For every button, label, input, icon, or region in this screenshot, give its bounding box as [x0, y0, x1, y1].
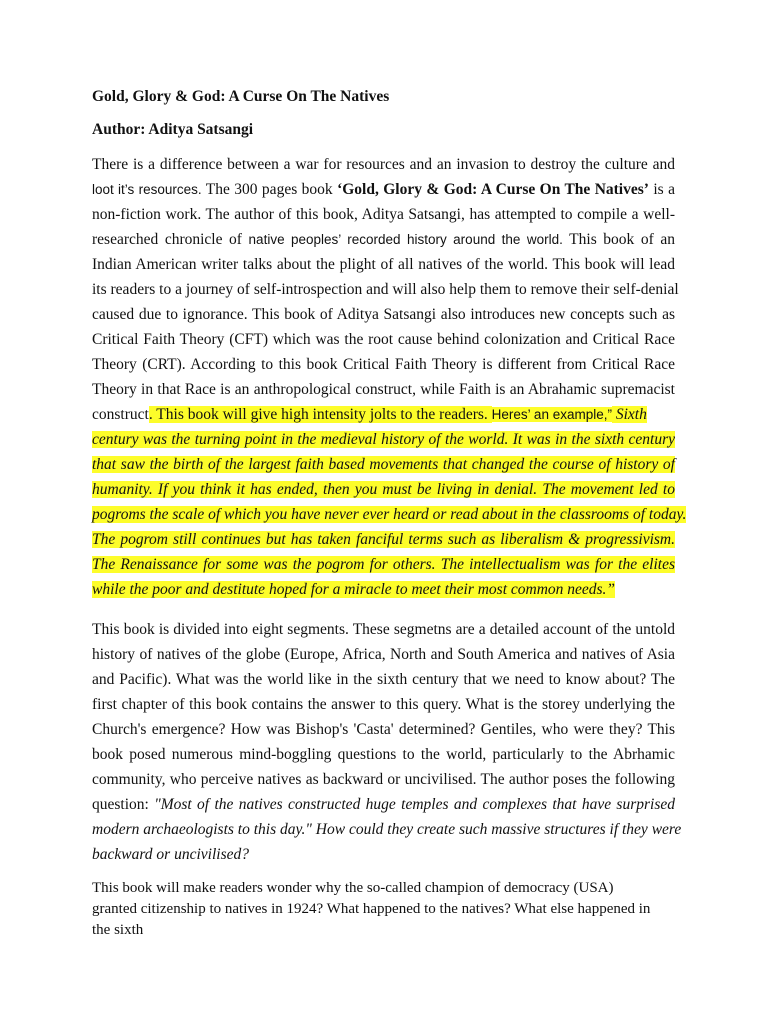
- text-line: community, who perceive natives as backward or uncivilised. The author poses the following: [92, 771, 675, 788]
- highlighted-text: Heres’ an example,”: [491, 407, 612, 422]
- text-line: caused due to ignorance. This book of Aditya Satsangi also introduces new concepts such as: [92, 306, 675, 323]
- text-line: and Pacific). What was the world like in the sixth century that we need to know about? The: [92, 671, 675, 688]
- text-line: first chapter of this book contains the answer to this query. What is the storey underlying the: [92, 696, 675, 713]
- highlighted-quote-line: century was the turning point in the medieval history of the world. It was in the sixth century: [92, 431, 675, 448]
- text-line: This book is divided into eight segments. These segmetns are a detailed account of the untold: [92, 621, 675, 638]
- text-line: Indian American writer talks about the plight of all natives of the world. This book will lead: [92, 256, 675, 273]
- text-line: backward or uncivilised?: [92, 846, 249, 863]
- text-line: non-fiction work. The author of this book, Aditya Satsangi, has attempted to compile a well-: [92, 206, 675, 223]
- text-line: construct. This book will give high intensity jolts to the readers. Heres’ an example,” Sixth: [92, 406, 647, 423]
- highlighted-quote-line: The Renaissance for some was the pogrom for others. The intellectualism was for the elites: [92, 556, 675, 573]
- text-line: question: "Most of the natives constructed huge temples and complexes that have surprised: [92, 796, 675, 813]
- text-line: loot it’s resources. The 300 pages book ‘Gold, Glory & God: A Curse On The Natives’ is a: [92, 181, 675, 198]
- highlighted-quote-line: humanity. If you think it has ended, then you must be living in denial. The movement led to: [92, 481, 675, 498]
- text-line: This book will make readers wonder why the so-called champion of democracy (USA): [92, 880, 614, 896]
- text-line: Critical Faith Theory (CFT) which was the root cause behind colonization and Critical Race: [92, 331, 675, 348]
- text-line: modern archaeologists to this day." How could they create such massive structures if they were: [92, 821, 682, 838]
- highlighted-quote: Sixth: [611, 406, 647, 423]
- text-line: researched chronicle of native peoples’ recorded history around the world. This book of an: [92, 231, 675, 248]
- text-line: granted citizenship to natives in 1924? What happened to the natives? What else happened in: [92, 901, 651, 917]
- text-line: Theory (CRT). According to this book Critical Faith Theory is different from Critical Race: [92, 356, 675, 373]
- document-title: Gold, Glory & God: A Curse On The Natives: [92, 88, 390, 105]
- highlighted-text: . This book will give high intensity jolts to the readers.: [148, 406, 492, 423]
- book-title-inline: ‘Gold, Glory & God: A Curse On The Natives’: [337, 181, 649, 198]
- highlighted-quote-line: The pogrom still continues but has taken fanciful terms such as liberalism & progressivism.: [92, 531, 675, 548]
- text-line: its readers to a journey of self-introspection and will also help them to remove their self-denial: [92, 281, 679, 298]
- text-line: There is a difference between a war for resources and an invasion to destroy the culture and: [92, 156, 675, 173]
- text-line: book posed numerous mind-boggling questions to the world, particularly to the Abrhamic: [92, 746, 675, 763]
- text-line: the sixth: [92, 922, 144, 938]
- text-line: history of natives of the globe (Europe, Africa, North and South America and natives of Asia: [92, 646, 675, 663]
- highlighted-quote-line: that saw the birth of the largest faith based movements that changed the course of history of: [92, 456, 675, 473]
- text-line: Theory in that Race is an anthropological construct, while Faith is an Abrahamic supremacist: [92, 381, 675, 398]
- quoted-question: "Most of the natives constructed huge temples and complexes that have surprised: [154, 796, 675, 813]
- highlighted-quote-line: pogroms the scale of which you have never ever heard or read about in the classrooms of today.: [92, 506, 687, 523]
- document-author: Author: Aditya Satsangi: [92, 121, 254, 138]
- highlighted-quote-line: while the poor and destitute hoped for a miracle to meet their most common needs.”: [92, 581, 616, 598]
- text-line: Church's emergence? How was Bishop's 'Casta' determined? Gentiles, who were they? This: [92, 721, 675, 738]
